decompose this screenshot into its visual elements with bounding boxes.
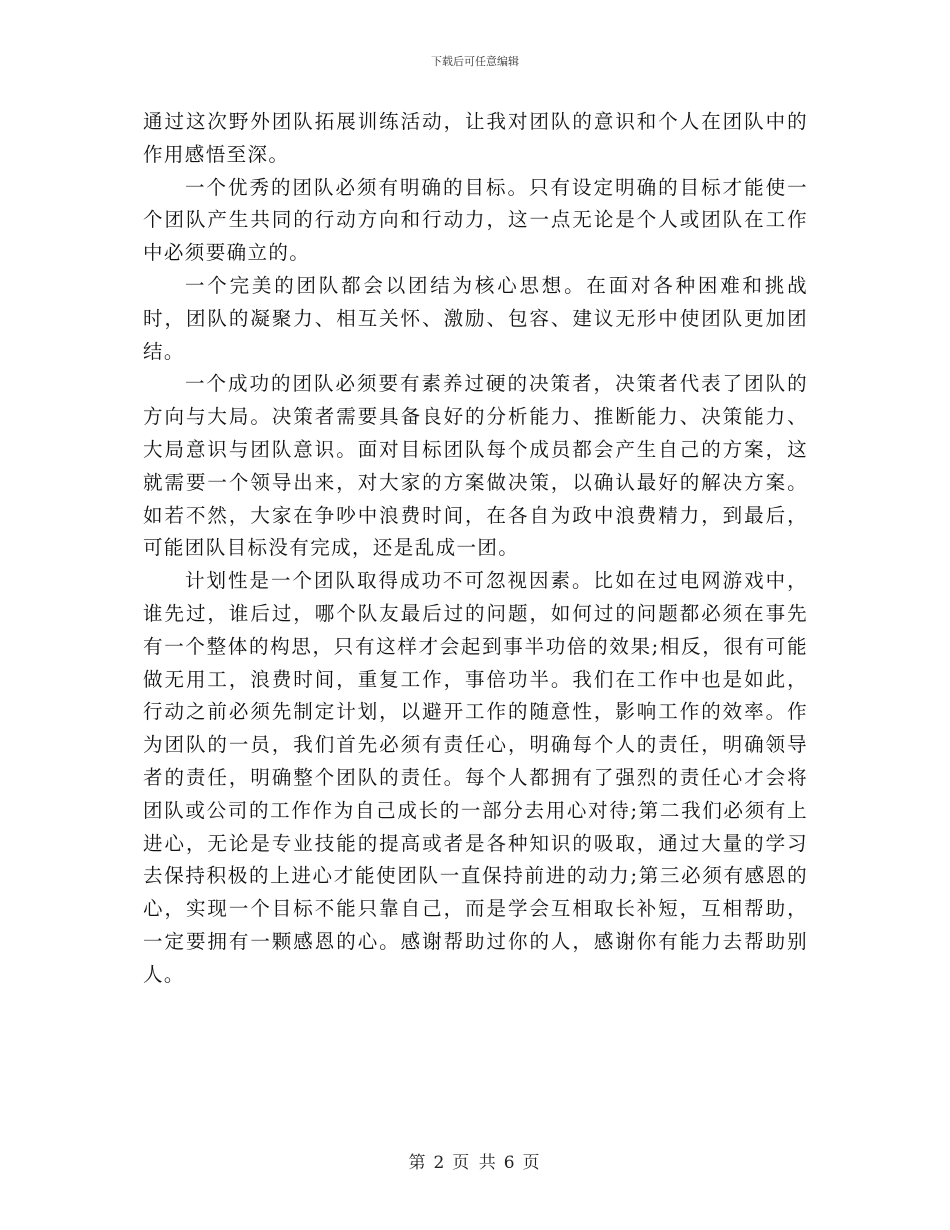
- footer-suffix: 页: [522, 1153, 542, 1173]
- page-header: [0, 53, 950, 69]
- footer-total-pages: 6: [503, 1153, 517, 1173]
- paragraph-planning: 计划性是一个团队取得成功不可忽视因素。比如在过电网游戏中，谁先过，谁后过，哪个队友最后过的问题，如何过的问题都必须在事先有一个整体的构思，只有这样才会起到事半功倍的效果;相反，很有可能做无用工，浪费时间，重复工作，事倍功半。我们在工作中也是如此，行动之前必须先制定计划，以避开工作的随意性，影响工作的效率。作为团队的一员，我们首先必须有责任心，明确每个人的责任，明确领导者的责任，明确整个团队的责任。每个人都拥有了强烈的责任心才会将团队或公司的工作作为自己成长的一部分去用心对待;第二我们必须有上进心，无论是专业技能的提高或者是各种知识的吸取，通过大量的学习去保持积极的上进心才能使团队一直保持前进的动力;第三必须有感恩的心，实现一个目标不能只靠自己，而是学会互相取长补短，互相帮助，一定要拥有一颗感恩的心。感谢帮助过你的人，感谢你有能力去帮助别人。: [143, 569, 808, 986]
- footer-current-page: 2: [433, 1153, 447, 1173]
- document-body: [143, 106, 808, 992]
- paragraph-decision-maker: 一个成功的团队必须要有素养过硬的决策者，决策者代表了团队的方向与大局。决策者需要具备良好的分析能力、推断能力、决策能力、大局意识与团队意识。面对目标团队每个成员都会产生自己的方案，这就需要一个领导出来，对大家的方案做决策，以确认最好的解决方案。如若不然，大家在争吵中浪费时间，在各自为政中浪费精力，到最后，可能团队目标没有完成，还是乱成一团。: [143, 372, 808, 560]
- paragraph-intro: 通过这次野外团队拓展训练活动，让我对团队的意识和个人在团队中的作用感悟至深。: [143, 110, 808, 166]
- paragraph-unity: 一个完美的团队都会以团结为核心思想。在面对各种困难和挑战时，团队的凝聚力、相互关怀、激励、包容、建议无形中使团队更加团结。: [143, 273, 808, 363]
- header-text: 下载后可任意编辑: [431, 55, 519, 68]
- footer-prefix: 第: [408, 1153, 428, 1173]
- footer-middle: 页 共: [452, 1153, 498, 1173]
- paragraph-goal: 一个优秀的团队必须有明确的目标。只有设定明确的目标才能使一个团队产生共同的行动方向和行动力，这一点无论是个人或团队在工作中必须要确立的。: [143, 175, 808, 265]
- page-footer: [0, 1148, 950, 1173]
